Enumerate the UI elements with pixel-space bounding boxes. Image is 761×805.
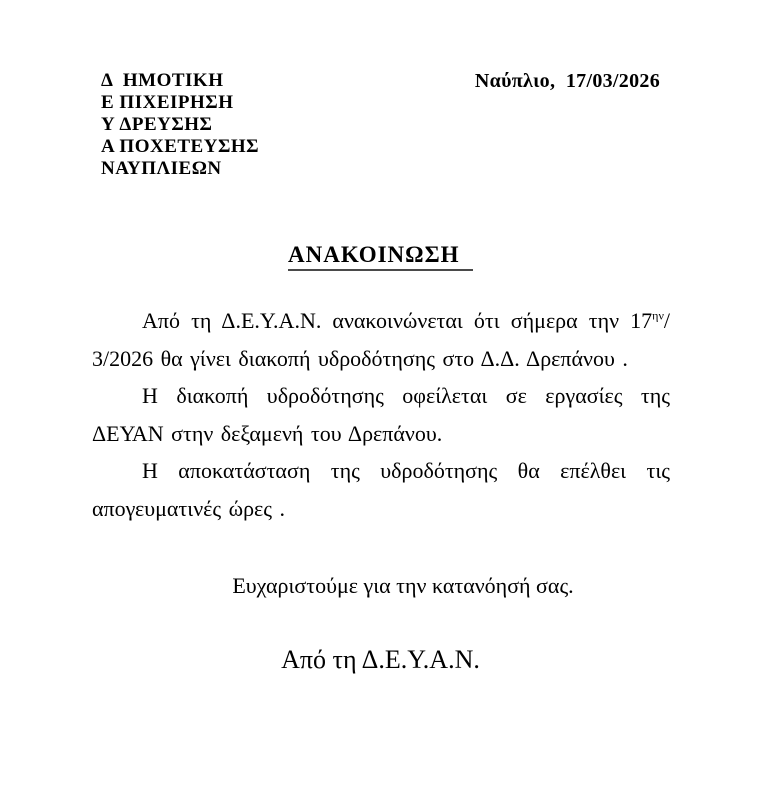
- paragraph-1: [92, 302, 670, 377]
- paragraph-3: Η αποκατάσταση της υδροδότησης θα επέλθει τις απογευματινές ώρες .: [92, 458, 670, 521]
- paragraph-1-prefix: Από τη Δ.Ε.Υ.Α.Ν. ανακοινώνεται ότι σήμερα την 17: [142, 308, 653, 333]
- title-row: [0, 242, 761, 268]
- paragraph-1-suffix: / 3/2026 θα γίνει διακοπή υδροδότησης στο Δ.Δ. Δρεπάνου .: [92, 308, 670, 371]
- letterhead-line-5: ΝΑΥΠΛΙΕΩΝ: [101, 158, 222, 179]
- closing-thanks: Ευχαριστούμε για την κατανόησή σας.: [232, 573, 574, 598]
- announcement-title: ΑΝΑΚΟΙΝΩΣΗ: [288, 242, 473, 271]
- letterhead-line-2: Ε ΠΙΧΕΙΡΗΣΗ: [101, 92, 234, 113]
- dateline: Ναύπλιο, 17/03/2026: [474, 70, 660, 92]
- letterhead-block: [101, 70, 259, 180]
- paragraph-2: Η διακοπή υδροδότησης οφείλεται σε εργασίες της ΔΕΥΑΝ στην δεξαμενή του Δρεπάνου.: [92, 383, 670, 446]
- paragraph-1-superscript: ην: [652, 308, 664, 323]
- header: [0, 70, 761, 180]
- signoff: Από τη Δ.Ε.Υ.Α.Ν.: [281, 644, 480, 674]
- letterhead-line-4: Α ΠΟΧΕΤΕΥΣΗΣ: [101, 136, 260, 157]
- body-text: [92, 302, 670, 527]
- letterhead-line-1: Δ ΗΜΟΤΙΚΗ: [101, 70, 224, 91]
- letterhead-line-3: Υ ΔΡΕΥΣΗΣ: [101, 114, 213, 135]
